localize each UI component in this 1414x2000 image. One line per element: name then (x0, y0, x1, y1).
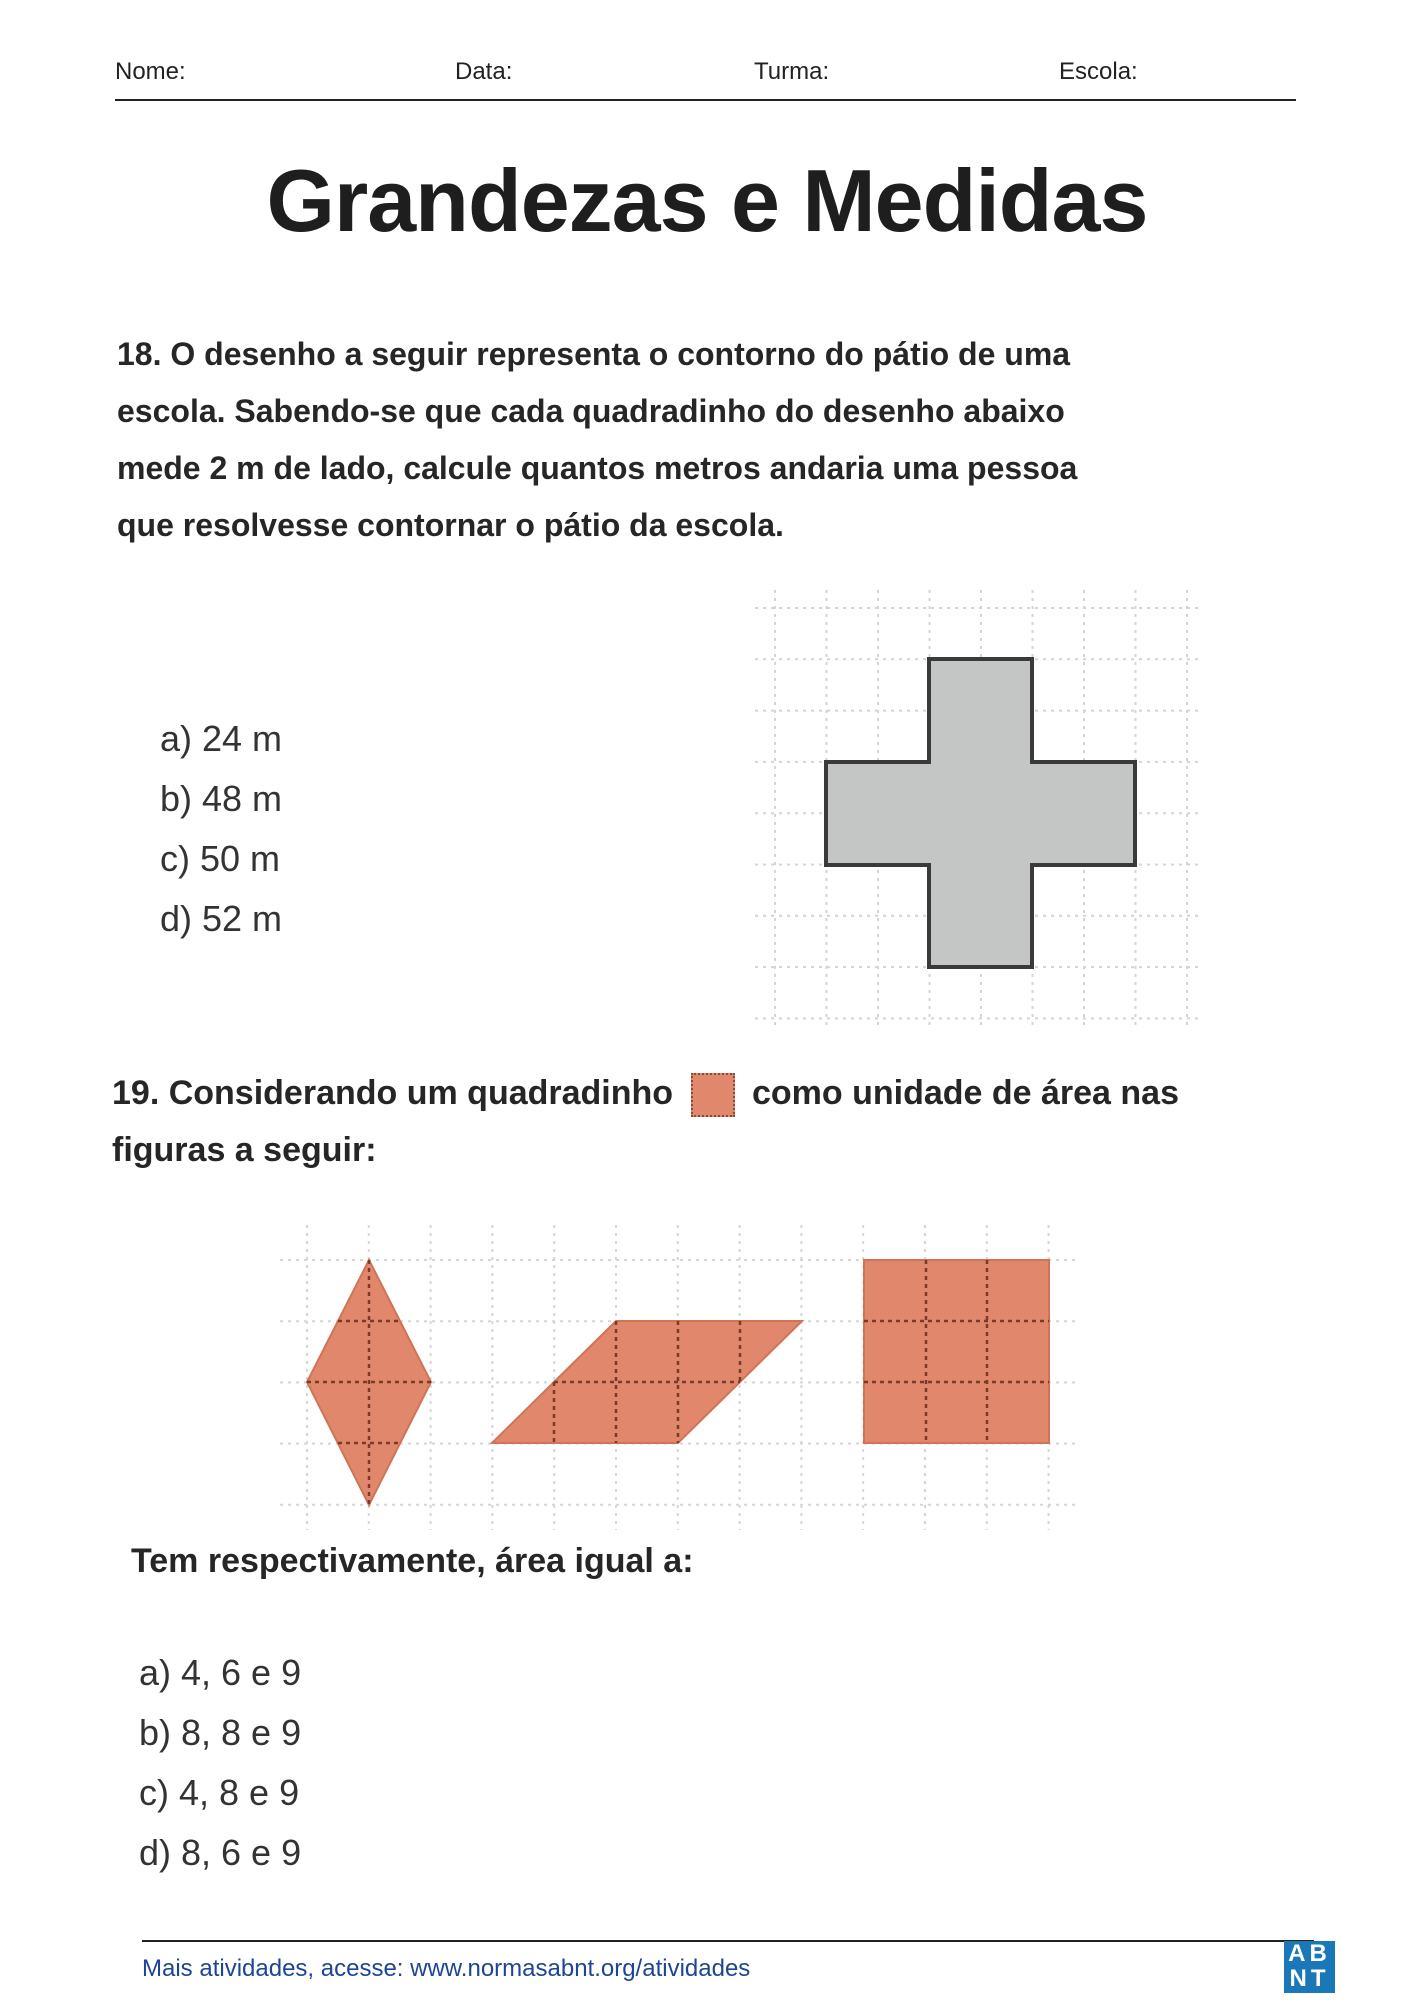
date-label: Data: (455, 58, 513, 85)
q18-line: escola. Sabendo-se que cada quadradinho do desenho abaixo (117, 393, 1065, 429)
q19-option-b: b) 8, 8 e 9 (139, 1712, 302, 1753)
unit-square-icon (691, 1073, 735, 1117)
q18-option-a: a) 24 m (160, 718, 283, 759)
q18-option-d: d) 52 m (160, 898, 283, 939)
q19-option-d: d) 8, 6 e 9 (139, 1832, 302, 1873)
school-label: Escola: (1059, 58, 1138, 85)
page-title: Grandezas e Medidas (266, 151, 1148, 250)
q18-option-c: c) 50 m (160, 838, 281, 879)
q19-prompt: Tem respectivamente, área igual a: (131, 1542, 694, 1580)
footer-link[interactable]: Mais atividades, acesse: www.normasabnt.org/atividades (142, 1955, 751, 1982)
q18-line: que resolvesse contornar o pátio da escola. (117, 507, 784, 543)
q18-option-b: b) 48 m (160, 778, 283, 819)
class-label: Turma: (754, 58, 830, 85)
q19-option-c: c) 4, 8 e 9 (139, 1772, 300, 1813)
q19-text-before: 19. Considerando um quadradinho (112, 1074, 674, 1112)
q18-line: 18. O desenho a seguir representa o contorno do pátio de uma (117, 336, 1071, 372)
q19-options (139, 1643, 301, 1883)
abnt-logo: AB NT (1284, 1941, 1335, 1993)
question-19-line2: figuras a seguir: (112, 1131, 377, 1169)
q18-line: mede 2 m de lado, calcule quantos metros andaria uma pessoa (117, 450, 1078, 486)
question-19-line1 (112, 1065, 1179, 1122)
q19-text-after: como unidade de área nas (751, 1074, 1179, 1112)
q19-option-a: a) 4, 6 e 9 (139, 1652, 302, 1693)
school-patio-cross (826, 659, 1135, 967)
name-label: Nome: (115, 58, 186, 85)
rectangle-shape (864, 1260, 1049, 1443)
footer-rule (142, 1940, 1314, 1942)
